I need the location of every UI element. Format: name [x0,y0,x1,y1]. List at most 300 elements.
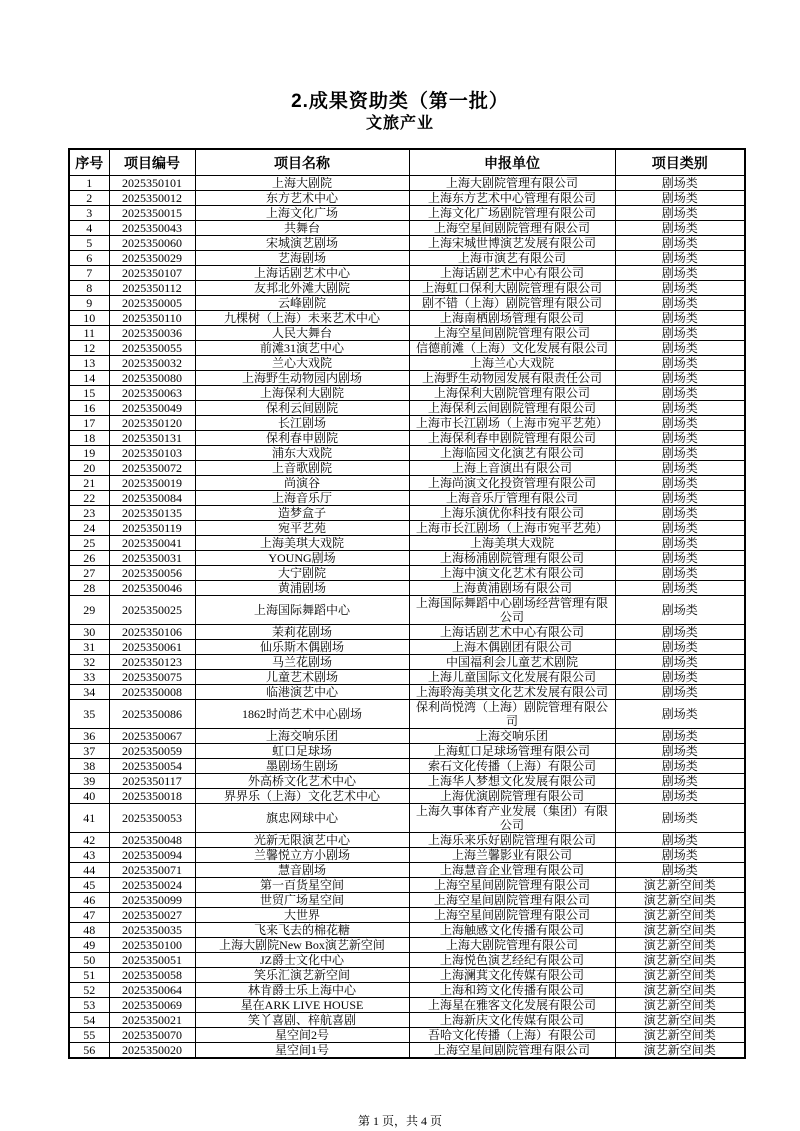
table-row [69,729,745,744]
cell-name: 上海大剧院 [195,176,409,191]
cell-seq: 1 [69,176,109,191]
cell-code: 2025350063 [109,386,195,401]
cell-name: 上海音乐厅 [195,491,409,506]
cell-seq: 15 [69,386,109,401]
cell-category: 剧场类 [615,670,745,685]
page-subtitle: 文旅产业 [365,115,434,132]
cell-category: 剧场类 [615,281,745,296]
cell-seq: 20 [69,461,109,476]
cell-category: 剧场类 [615,804,745,833]
cell-name: 墨剧场生剧场 [195,759,409,774]
cell-unit: 上海保利春申剧院管理有限公司 [409,431,615,446]
table-row [69,893,745,908]
cell-seq: 36 [69,729,109,744]
table-row [69,759,745,774]
cell-category: 演艺新空间类 [615,1013,745,1028]
cell-name: 兰馨悦立方小剧场 [195,848,409,863]
cell-category: 剧场类 [615,461,745,476]
cell-category: 演艺新空间类 [615,998,745,1013]
cell-name: 林肯爵士乐上海中心 [195,983,409,998]
cell-unit: 上海上音演出有限公司 [409,461,615,476]
cell-unit: 上海南栖剧场管理有限公司 [409,311,615,326]
cell-unit: 上海空星间剧院管理有限公司 [409,326,615,341]
cell-unit: 上海东方艺术中心管理有限公司 [409,191,615,206]
page-footer: 第 1 页，共 4 页 [357,1114,442,1128]
table-row [69,191,745,206]
cell-code: 2025350025 [109,596,195,625]
cell-category: 剧场类 [615,326,745,341]
cell-code: 2025350072 [109,461,195,476]
cell-seq: 53 [69,998,109,1013]
cell-code: 2025350012 [109,191,195,206]
cell-category: 剧场类 [615,446,745,461]
cell-unit: 上海话剧艺术中心有限公司 [409,266,615,281]
cell-unit: 上海黄浦剧场有限公司 [409,581,615,596]
cell-category: 剧场类 [615,640,745,655]
cell-code: 2025350135 [109,506,195,521]
cell-name: 东方艺术中心 [195,191,409,206]
cell-category: 演艺新空间类 [615,983,745,998]
cell-unit: 上海慧音企业管理有限公司 [409,863,615,878]
cell-code: 2025350123 [109,655,195,670]
cell-name: 九棵树（上海）未来艺术中心 [195,311,409,326]
cell-category: 剧场类 [615,236,745,251]
cell-code: 2025350094 [109,848,195,863]
cell-category: 演艺新空间类 [615,908,745,923]
cell-unit: 上海空星间剧院管理有限公司 [409,1043,615,1059]
cell-name: 上海保利大剧院 [195,386,409,401]
cell-unit: 上海野生动物园发展有限责任公司 [409,371,615,386]
cell-name: 大宁剧院 [195,566,409,581]
cell-code: 2025350031 [109,551,195,566]
cell-name: 1862时尚艺术中心剧场 [195,700,409,729]
cell-seq: 44 [69,863,109,878]
cell-unit: 上海久事体育产业发展（集团）有限公司 [409,804,615,833]
cell-seq: 7 [69,266,109,281]
cell-code: 2025350027 [109,908,195,923]
cell-seq: 33 [69,670,109,685]
cell-code: 2025350018 [109,789,195,804]
cell-code: 2025350054 [109,759,195,774]
cell-name: 尚演谷 [195,476,409,491]
table-row [69,833,745,848]
cell-category: 剧场类 [615,581,745,596]
cell-seq: 34 [69,685,109,700]
table-row [69,326,745,341]
table-row [69,311,745,326]
cell-name: JZ爵士文化中心 [195,953,409,968]
table-row [69,789,745,804]
cell-seq: 23 [69,506,109,521]
table-row [69,446,745,461]
cell-seq: 13 [69,356,109,371]
cell-name: 上海文化广场 [195,206,409,221]
cell-name: 上海国际舞蹈中心 [195,596,409,625]
cell-code: 2025350101 [109,176,195,191]
table-row [69,655,745,670]
cell-name: 上海交响乐团 [195,729,409,744]
cell-code: 2025350029 [109,251,195,266]
table-row [69,491,745,506]
cell-code: 2025350058 [109,968,195,983]
cell-seq: 38 [69,759,109,774]
cell-category: 剧场类 [615,833,745,848]
cell-name: 造梦盒子 [195,506,409,521]
cell-unit: 上海国际舞蹈中心剧场经营管理有限公司 [409,596,615,625]
cell-category: 剧场类 [615,536,745,551]
table-row [69,371,745,386]
cell-unit: 剧不错（上海）剧院管理有限公司 [409,296,615,311]
cell-unit: 上海空星间剧院管理有限公司 [409,893,615,908]
table-row [69,848,745,863]
cell-seq: 10 [69,311,109,326]
cell-category: 剧场类 [615,206,745,221]
cell-name: 临港演艺中心 [195,685,409,700]
cell-seq: 27 [69,566,109,581]
cell-name: 长江剧场 [195,416,409,431]
cell-name: 世贸广场星空间 [195,893,409,908]
cell-code: 2025350099 [109,893,195,908]
cell-seq: 16 [69,401,109,416]
cell-name: 大世界 [195,908,409,923]
cell-seq: 4 [69,221,109,236]
table-row [69,908,745,923]
cell-category: 演艺新空间类 [615,878,745,893]
cell-seq: 2 [69,191,109,206]
cell-category: 剧场类 [615,596,745,625]
cell-seq: 30 [69,625,109,640]
cell-name: 黄浦剧场 [195,581,409,596]
table-row [69,1013,745,1028]
cell-code: 2025350020 [109,1043,195,1059]
table-row [69,521,745,536]
cell-category: 剧场类 [615,356,745,371]
cell-name: 上音歌剧院 [195,461,409,476]
cell-code: 2025350061 [109,640,195,655]
table-row [69,938,745,953]
cell-name: 儿童艺术剧场 [195,670,409,685]
cell-unit: 上海保利云间剧院管理有限公司 [409,401,615,416]
cell-seq: 39 [69,774,109,789]
cell-name: 仙乐斯木偶剧场 [195,640,409,655]
page-title: 2.成果资助类（第一批） [291,91,509,112]
column-header-category: 项目类别 [615,149,745,176]
table-row [69,998,745,1013]
cell-unit: 上海音乐厅管理有限公司 [409,491,615,506]
cell-seq: 26 [69,551,109,566]
cell-category: 剧场类 [615,491,745,506]
table-row [69,983,745,998]
cell-category: 剧场类 [615,655,745,670]
table-header [69,149,745,176]
cell-code: 2025350053 [109,804,195,833]
cell-unit: 上海兰心大戏院 [409,356,615,371]
cell-category: 演艺新空间类 [615,893,745,908]
cell-unit: 吾哈文化传播（上海）有限公司 [409,1028,615,1043]
cell-name: 宋城演艺剧场 [195,236,409,251]
table-row [69,236,745,251]
cell-seq: 14 [69,371,109,386]
cell-code: 2025350051 [109,953,195,968]
cell-unit: 上海中演文化艺术有限公司 [409,566,615,581]
cell-code: 2025350055 [109,341,195,356]
cell-seq: 24 [69,521,109,536]
cell-name: 保利春申剧院 [195,431,409,446]
cell-unit: 上海交响乐团 [409,729,615,744]
cell-unit: 上海保利大剧院管理有限公司 [409,386,615,401]
cell-unit: 上海虹口保利大剧院管理有限公司 [409,281,615,296]
cell-code: 2025350043 [109,221,195,236]
cell-seq: 12 [69,341,109,356]
cell-category: 剧场类 [615,685,745,700]
cell-seq: 8 [69,281,109,296]
cell-category: 剧场类 [615,566,745,581]
cell-seq: 25 [69,536,109,551]
cell-category: 演艺新空间类 [615,968,745,983]
table-row [69,685,745,700]
cell-seq: 28 [69,581,109,596]
cell-category: 演艺新空间类 [615,1028,745,1043]
cell-name: 茉莉花剧场 [195,625,409,640]
cell-name: 马兰花剧场 [195,655,409,670]
table-row [69,416,745,431]
cell-unit: 上海兰馨影业有限公司 [409,848,615,863]
table-row [69,506,745,521]
cell-seq: 5 [69,236,109,251]
table-row [69,774,745,789]
cell-unit: 上海澜萁文化传媒有限公司 [409,968,615,983]
cell-seq: 9 [69,296,109,311]
table-row [69,341,745,356]
cell-unit: 上海话剧艺术中心有限公司 [409,625,615,640]
cell-unit: 上海和筠文化传播有限公司 [409,983,615,998]
cell-code: 2025350041 [109,536,195,551]
table-row [69,804,745,833]
cell-name: 上海美琪大戏院 [195,536,409,551]
cell-name: 保利云间剧院 [195,401,409,416]
cell-code: 2025350075 [109,670,195,685]
cell-code: 2025350119 [109,521,195,536]
cell-code: 2025350046 [109,581,195,596]
cell-name: 共舞台 [195,221,409,236]
cell-code: 2025350100 [109,938,195,953]
cell-category: 剧场类 [615,416,745,431]
cell-unit: 上海星在雅客文化发展有限公司 [409,998,615,1013]
cell-name: 前滩31演艺中心 [195,341,409,356]
cell-category: 剧场类 [615,521,745,536]
cell-code: 2025350019 [109,476,195,491]
table-row [69,401,745,416]
cell-code: 2025350120 [109,416,195,431]
cell-name: 浦东大戏院 [195,446,409,461]
cell-code: 2025350048 [109,833,195,848]
table-row [69,625,745,640]
cell-code: 2025350035 [109,923,195,938]
cell-unit: 上海市演艺有限公司 [409,251,615,266]
cell-category: 剧场类 [615,863,745,878]
cell-category: 剧场类 [615,386,745,401]
cell-category: 剧场类 [615,341,745,356]
cell-seq: 41 [69,804,109,833]
cell-name: 光新无限演艺中心 [195,833,409,848]
cell-name: 人民大舞台 [195,326,409,341]
cell-category: 剧场类 [615,176,745,191]
cell-category: 剧场类 [615,789,745,804]
cell-seq: 46 [69,893,109,908]
table-row [69,1043,745,1059]
cell-code: 2025350080 [109,371,195,386]
cell-category: 剧场类 [615,774,745,789]
cell-unit: 上海空星间剧院管理有限公司 [409,221,615,236]
cell-category: 剧场类 [615,848,745,863]
cell-category: 剧场类 [615,251,745,266]
cell-unit: 上海乐演优你科技有限公司 [409,506,615,521]
cell-seq: 42 [69,833,109,848]
cell-code: 2025350032 [109,356,195,371]
table-row [69,251,745,266]
cell-unit: 索石文化传播（上海）有限公司 [409,759,615,774]
cell-seq: 40 [69,789,109,804]
column-header-name: 项目名称 [195,149,409,176]
table-row [69,700,745,729]
cell-seq: 50 [69,953,109,968]
cell-name: 艺海剧场 [195,251,409,266]
cell-unit: 上海尚演文化投资管理有限公司 [409,476,615,491]
cell-category: 剧场类 [615,759,745,774]
cell-unit: 上海优演剧院管理有限公司 [409,789,615,804]
cell-code: 2025350131 [109,431,195,446]
cell-seq: 21 [69,476,109,491]
table-row [69,581,745,596]
cell-code: 2025350024 [109,878,195,893]
cell-code: 2025350112 [109,281,195,296]
cell-code: 2025350056 [109,566,195,581]
cell-name: 上海话剧艺术中心 [195,266,409,281]
table-row [69,566,745,581]
cell-seq: 29 [69,596,109,625]
cell-unit: 中国福利会儿童艺术剧院 [409,655,615,670]
cell-unit: 上海美琪大戏院 [409,536,615,551]
cell-seq: 22 [69,491,109,506]
cell-code: 2025350060 [109,236,195,251]
cell-category: 剧场类 [615,221,745,236]
cell-unit: 上海市长江剧场（上海市宛平艺苑） [409,416,615,431]
cell-unit: 上海市长江剧场（上海市宛平艺苑） [409,521,615,536]
cell-category: 剧场类 [615,625,745,640]
cell-code: 2025350086 [109,700,195,729]
table-row [69,968,745,983]
column-header-unit: 申报单位 [409,149,615,176]
cell-unit: 上海空星间剧院管理有限公司 [409,908,615,923]
cell-unit: 上海悦色演艺经纪有限公司 [409,953,615,968]
cell-unit: 上海触感文化传播有限公司 [409,923,615,938]
cell-unit: 上海大剧院管理有限公司 [409,938,615,953]
cell-seq: 3 [69,206,109,221]
cell-code: 2025350117 [109,774,195,789]
cell-code: 2025350049 [109,401,195,416]
cell-unit: 上海宋城世博演艺发展有限公司 [409,236,615,251]
cell-code: 2025350107 [109,266,195,281]
cell-name: 星在ARK LIVE HOUSE [195,998,409,1013]
cell-seq: 48 [69,923,109,938]
cell-code: 2025350071 [109,863,195,878]
cell-seq: 56 [69,1043,109,1059]
cell-name: 上海大剧院New Box演艺新空间 [195,938,409,953]
cell-code: 2025350059 [109,744,195,759]
cell-name: 友邦北外滩大剧院 [195,281,409,296]
cell-unit: 上海聆海美琪文化艺术发展有限公司 [409,685,615,700]
cell-category: 演艺新空间类 [615,1043,745,1059]
cell-category: 演艺新空间类 [615,923,745,938]
cell-code: 2025350110 [109,311,195,326]
table-row [69,1028,745,1043]
cell-code: 2025350036 [109,326,195,341]
cell-unit: 上海虹口足球场管理有限公司 [409,744,615,759]
cell-name: 外高桥文化艺术中心 [195,774,409,789]
cell-category: 剧场类 [615,551,745,566]
cell-unit: 上海儿童国际文化发展有限公司 [409,670,615,685]
cell-name: 兰心大戏院 [195,356,409,371]
projects-table [68,148,746,1059]
cell-name: 笑乐汇演艺新空间 [195,968,409,983]
cell-category: 剧场类 [615,296,745,311]
cell-code: 2025350067 [109,729,195,744]
table-row [69,640,745,655]
cell-code: 2025350103 [109,446,195,461]
table-row [69,878,745,893]
cell-unit: 保利尚悦湾（上海）剧院管理有限公司 [409,700,615,729]
cell-name: 慧音剧场 [195,863,409,878]
cell-category: 剧场类 [615,191,745,206]
table-header-row [69,149,745,176]
table-row [69,476,745,491]
cell-name: 第一百货星空间 [195,878,409,893]
cell-unit: 上海大剧院管理有限公司 [409,176,615,191]
cell-name: 飞来飞去的棉花糖 [195,923,409,938]
cell-seq: 31 [69,640,109,655]
cell-code: 2025350070 [109,1028,195,1043]
table-row [69,386,745,401]
cell-unit: 上海空星间剧院管理有限公司 [409,878,615,893]
cell-unit: 上海乐来乐好剧院管理有限公司 [409,833,615,848]
cell-seq: 49 [69,938,109,953]
cell-seq: 35 [69,700,109,729]
cell-name: 云峰剧院 [195,296,409,311]
cell-category: 演艺新空间类 [615,938,745,953]
column-header-code: 项目编号 [109,149,195,176]
cell-code: 2025350015 [109,206,195,221]
cell-seq: 45 [69,878,109,893]
cell-category: 剧场类 [615,506,745,521]
table-row [69,953,745,968]
cell-name: 星空间2号 [195,1028,409,1043]
cell-category: 剧场类 [615,311,745,326]
cell-unit: 信德前滩（上海）文化发展有限公司 [409,341,615,356]
cell-code: 2025350005 [109,296,195,311]
table-row [69,206,745,221]
table-row [69,596,745,625]
cell-seq: 37 [69,744,109,759]
cell-seq: 51 [69,968,109,983]
table-row [69,296,745,311]
cell-name: 旗忠网球中心 [195,804,409,833]
cell-unit: 上海文化广场剧院管理有限公司 [409,206,615,221]
cell-code: 2025350021 [109,1013,195,1028]
cell-seq: 52 [69,983,109,998]
table-row [69,923,745,938]
cell-category: 剧场类 [615,431,745,446]
table-row [69,744,745,759]
